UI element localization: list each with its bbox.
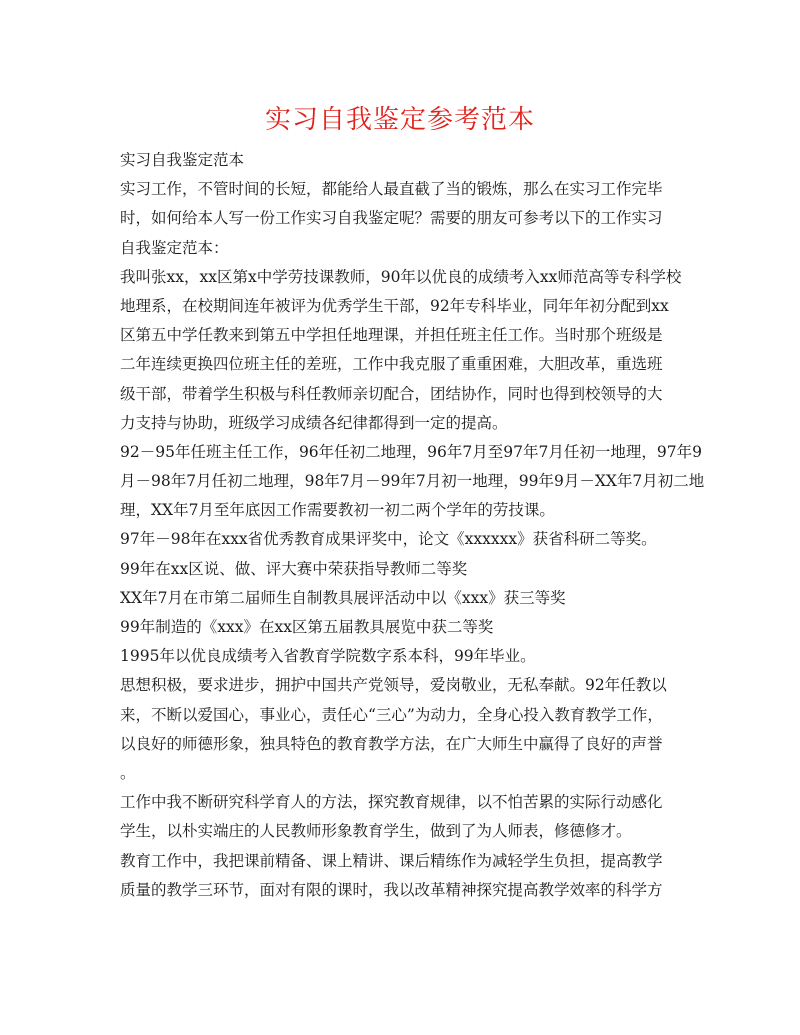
- paragraph-line: 区第五中学任教来到第五中学担任地理课，并担任班主任工作。当时那个班级是: [120, 326, 663, 345]
- page-title: 实习自我鉴定参考范本: [264, 105, 535, 135]
- paragraph-line: 力支持与协助，班级学习成绩各纪律都得到一定的提高。: [120, 413, 508, 432]
- paragraph-line: 月－98年7月任初二地理，98年7月－99年7月初一地理，99年9月－XX年7月初二地: [120, 472, 705, 491]
- paragraph-line: 以良好的师德形象，独具特色的教育教学方法，在广大师生中赢得了良好的声誉: [120, 734, 663, 753]
- paragraph-line: 教育工作中，我把课前精备、课上精讲、课后精练作为减轻学生负担，提高教学: [120, 851, 663, 870]
- paragraph-line: 来，不断以爱国心，事业心，责任心“三心”为动力，全身心投入教育教学工作，: [120, 705, 663, 724]
- paragraph-line: 工作中我不断研究科学育人的方法，探究教育规律，以不怕苦累的实际行动感化: [120, 793, 663, 812]
- paragraph-line: 质量的教学三环节，面对有限的课时，我以改革精神探究提高教学效率的科学方: [120, 880, 663, 899]
- paragraph-line: 理，XX年7月至年底因工作需要教初一初二两个学年的劳技课。: [120, 501, 555, 520]
- paragraph-line: 实习工作，不管时间的长短，都能给人最直截了当的锻炼，那么在实习工作完毕: [120, 180, 663, 199]
- paragraph-line: XX年7月在市第二届师生自制教具展评活动中以《xxx》获三等奖: [120, 588, 566, 607]
- paragraph-line: 时，如何给本人写一份工作实习自我鉴定呢？需要的朋友可参考以下的工作实习: [120, 209, 663, 228]
- document-body: [120, 146, 705, 905]
- paragraph-line: 级干部，带着学生积极与科任教师亲切配合，团结协作，同时也得到校领导的大: [120, 384, 663, 403]
- paragraph-line: 实习自我鉴定范本: [120, 151, 245, 169]
- paragraph-line: 思想积极，要求进步，拥护中国共产党领导，爱岗敬业，无私奉献。92年任教以: [120, 676, 667, 695]
- paragraph-line: 99年在xx区说、做、评大赛中荣获指导教师二等奖: [120, 559, 468, 578]
- paragraph-line: 我叫张xx，xx区第x中学劳技课教师，90年以优良的成绩考入xx师范高等专科学校: [120, 267, 682, 286]
- paragraph-line: 。: [120, 763, 136, 782]
- paragraph-line: 地理系，在校期间连年被评为优秀学生干部，92年专科毕业，同年年初分配到xx: [120, 296, 669, 315]
- paragraph-line: 97年－98年在xxx省优秀教育成果评奖中，论文《xxxxxx》获省科研二等奖。: [120, 530, 657, 549]
- paragraph-line: 92－95年任班主任工作，96年任初二地理，96年7月至97年7月任初一地理，97年9: [120, 442, 702, 461]
- paragraph-line: 二年连续更换四位班主任的差班，工作中我克服了重重困难，大胆改革，重选班: [120, 355, 663, 374]
- paragraph-line: 99年制造的《xxx》在xx区第五届教具展览中获二等奖: [120, 618, 494, 636]
- paragraph-line: 1995年以优良成绩考入省教育学院数字系本科，99年毕业。: [120, 647, 536, 666]
- paragraph-line: 学生，以朴实端庄的人民教师形象教育学生，做到了为人师表，修德修才。: [120, 822, 632, 841]
- paragraph-line: 自我鉴定范本：: [120, 238, 229, 257]
